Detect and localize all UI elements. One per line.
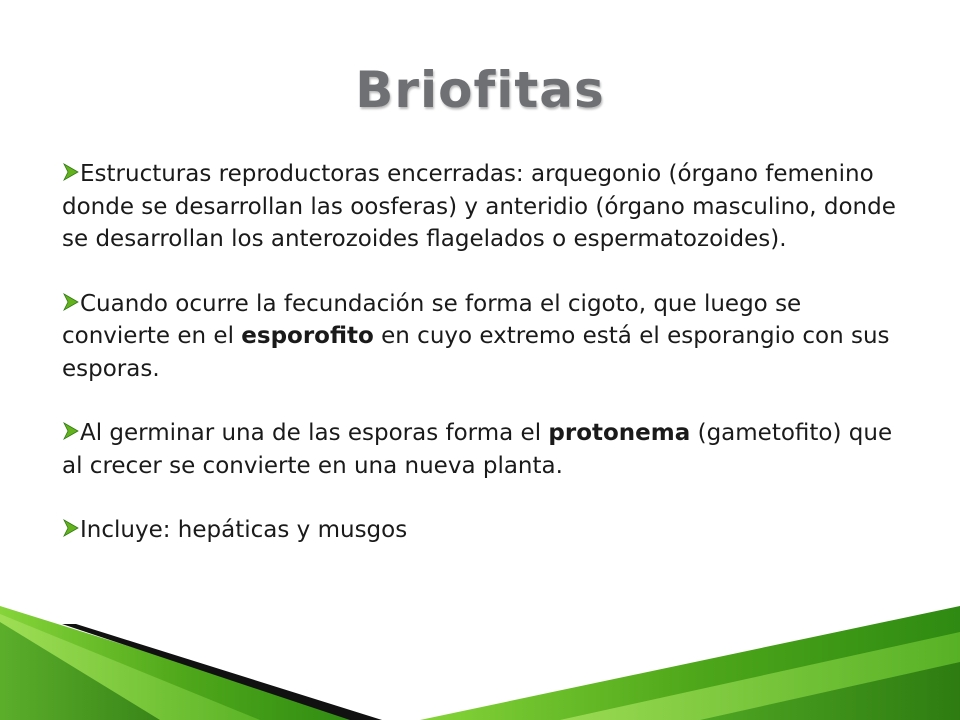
bullet-text: (gametofito) que al crecer se convierte en una nueva planta. xyxy=(62,420,893,479)
slide-title: Briofitas xyxy=(355,61,605,119)
bullet-bold-term: protonema xyxy=(548,420,691,446)
bullet-text: Estructuras reproductoras encerradas: arquegonio (órgano femenino donde se desarrollan las oosferas) y anteridio (órgano masculino, donde se desarrollan los anterozoides flagelados o espermatozoides). xyxy=(62,161,896,252)
bullet-text: en cuyo extremo está el esporangio con sus esporas. xyxy=(62,323,890,382)
bullet-bold-term: esporofito xyxy=(241,323,374,349)
bullet-text: Cuando ocurre la fecundación se forma el cigoto, que luego se convierte en el xyxy=(62,290,802,349)
bullet-text: Incluye: hepáticas y musgos xyxy=(80,517,408,543)
bullet-text: Al germinar una de las esporas forma el xyxy=(80,420,549,446)
